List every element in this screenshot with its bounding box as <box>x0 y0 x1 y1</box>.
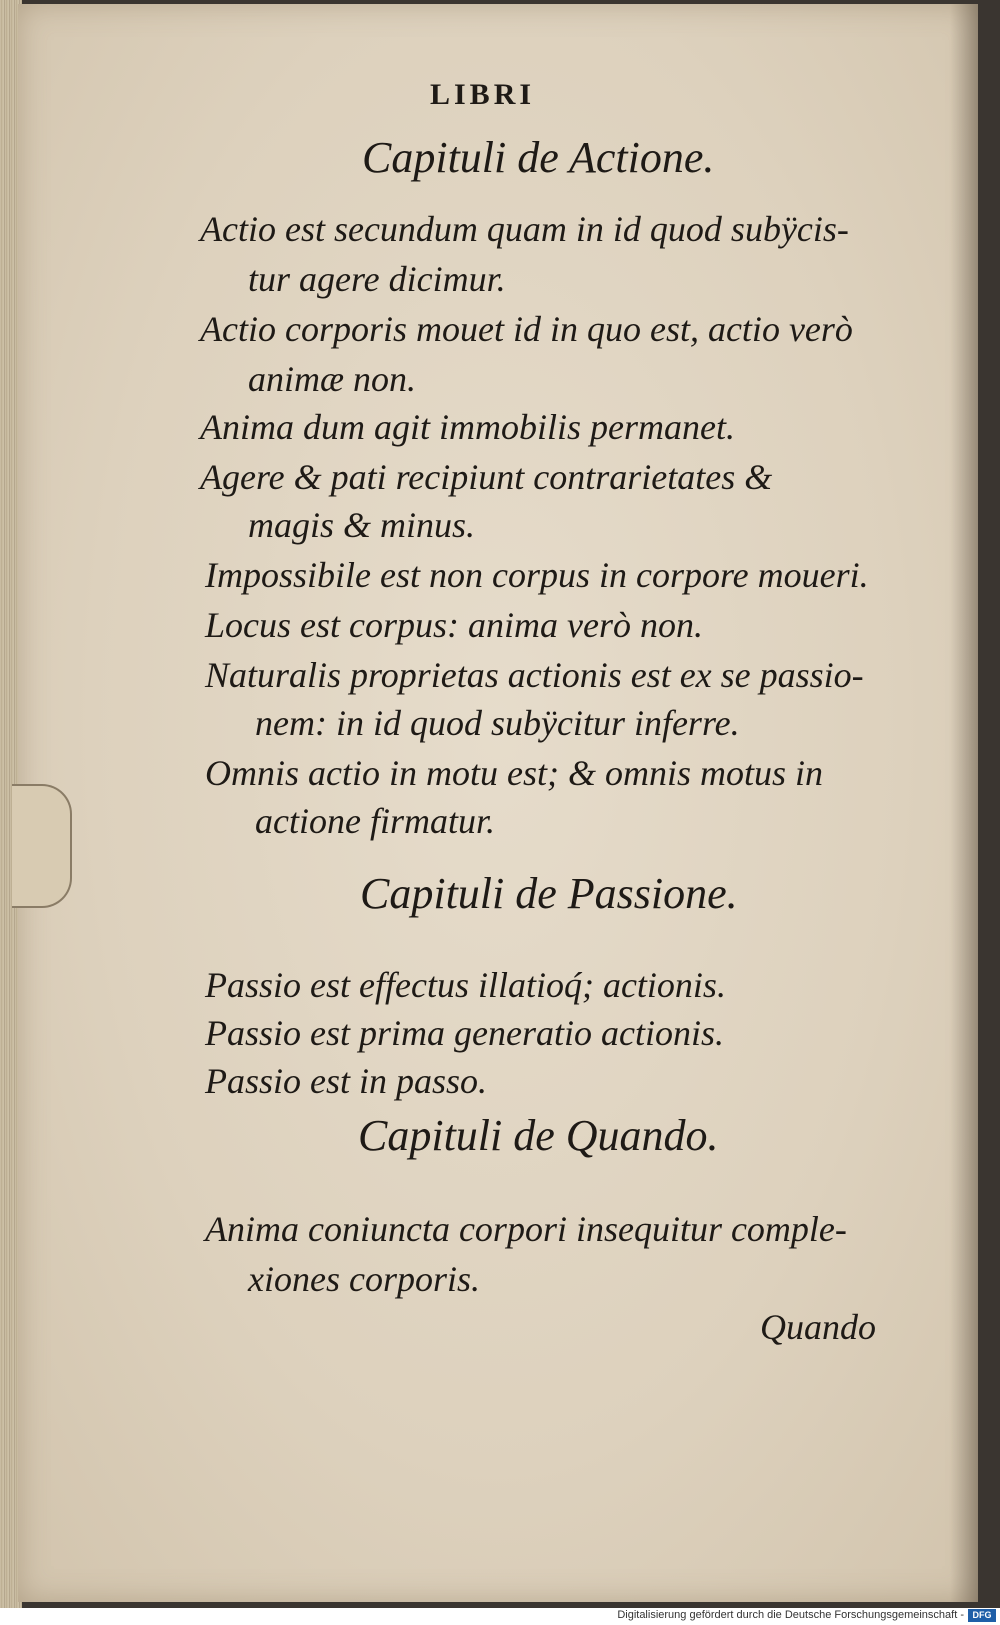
catchword: Quando <box>760 1307 876 1347</box>
section-heading-actione: Capituli de Actione. <box>362 133 715 182</box>
text-line: magis & minus. <box>248 505 476 545</box>
section-heading-passione: Capituli de Passione. <box>360 869 738 918</box>
text-line: Passio est effectus illatioq́; actionis. <box>205 965 726 1005</box>
text-line: xiones corporis. <box>248 1259 480 1299</box>
running-head: LIBRI <box>430 78 536 111</box>
section-heading-quando: Capituli de Quando. <box>358 1111 719 1160</box>
text-line: Anima coniuncta corpori insequitur comple- <box>205 1209 847 1249</box>
text-line: Impossibile est non corpus in corpore moueri. <box>205 555 869 595</box>
text-line: Actio est secundum quam in id quod subÿcis- <box>200 209 849 249</box>
text-line: Anima dum agit immobilis permanet. <box>200 407 735 447</box>
text-line: actione firmatur. <box>255 801 495 841</box>
footer-credit: Digitalisierung gefördert durch die Deutsche Forschungsgemeinschaft - <box>617 1609 964 1621</box>
text-line: Omnis actio in motu est; & omnis motus in <box>205 753 823 793</box>
text-line: Agere & pati recipiunt contrarietates & <box>200 457 773 497</box>
text-line: tur agere dicimur. <box>248 259 506 299</box>
text-line: Passio est prima generatio actionis. <box>205 1013 724 1053</box>
dfg-logo: DFG <box>968 1609 996 1622</box>
text-line: animæ non. <box>248 359 417 399</box>
page-gutter-shadow <box>950 4 978 1602</box>
page-tab-marker <box>12 784 72 908</box>
text-line: Naturalis proprietas actionis est ex se passio- <box>205 655 864 695</box>
text-line: Passio est in passo. <box>205 1061 488 1101</box>
text-line: Actio corporis mouet id in quo est, actio verò <box>200 309 853 349</box>
text-line: nem: in id quod subÿcitur inferre. <box>255 703 740 743</box>
text-line: Locus est corpus: anima verò non. <box>205 605 703 645</box>
